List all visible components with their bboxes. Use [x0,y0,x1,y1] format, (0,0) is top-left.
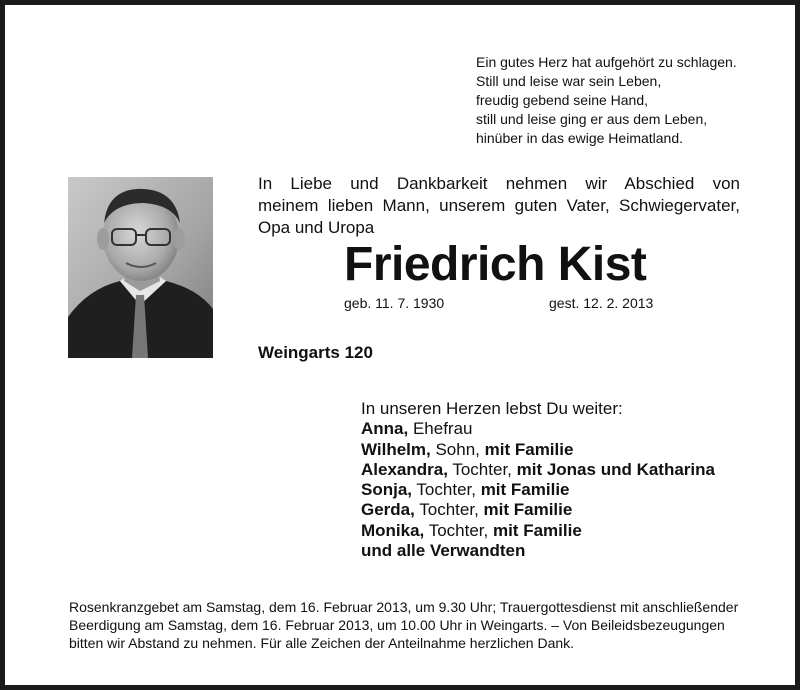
member-extra: mit Familie [488,520,582,540]
member-relation: Tochter, [414,500,479,520]
notice-line: Beerdigung am Samstag, dem 16. Februar 2013, um 10.00 Uhr in Weingarts. – Von Beileidsbezeugungen [69,617,725,633]
member-extra: mit Familie [479,439,574,459]
family-list [361,399,715,561]
deceased-name: Friedrich Kist [344,238,647,291]
poem-line: hinüber in das ewige Heimatland. [476,130,684,146]
member-name: Anna, [361,419,409,439]
portrait-photo [68,177,213,358]
intro-line: Opa und Uropa [258,218,375,237]
poem-line: still und leise ging er aus dem Leben, [476,111,708,127]
family-member [361,521,715,541]
member-relation: Sohn, [430,439,480,459]
notice-line: bitten wir Abstand zu nehmen. Für alle Zeichen der Anteilnahme herzlichen Dank. [69,635,575,651]
member-name: Sonja, [361,480,413,500]
member-name: Alexandra, [361,459,448,479]
service-notice [69,598,744,652]
family-member [361,460,715,480]
farewell-intro [258,173,740,239]
family-member [361,500,715,520]
family-heading: In unseren Herzen lebst Du weiter: [361,399,623,418]
member-name: Monika, [361,520,425,540]
member-extra: mit Familie [475,480,570,500]
birth-date: geb. 11. 7. 1930 [344,295,445,311]
member-extra: mit Jonas und Katharina [511,459,715,479]
member-extra: mit Familie [478,500,573,520]
poem-line: Still und leise war sein Leben, [476,73,662,89]
intro-line: meinem lieben Mann, unserem guten Vater, Schwiegervater, [258,196,740,215]
member-relation: Tochter, [412,480,476,500]
family-member [361,419,715,439]
member-name: Gerda, [361,500,415,520]
intro-line: In Liebe und Dankbarkeit nehmen wir Abschied von [258,174,740,193]
poem-line: Ein gutes Herz hat aufgehört zu schlagen. [476,54,737,70]
member-relation: Tochter, [447,459,512,479]
notice-line: Rosenkranzgebet am Samstag, dem 16. Februar 2013, um 9.30 Uhr; Trauergottesdienst mit anschließender [69,599,739,615]
member-relation: Ehefrau [408,419,473,439]
death-date: gest. 12. 2. 2013 [549,295,654,311]
member-relation: Tochter, [424,520,489,540]
family-member [361,480,715,500]
poem-line: freudig gebend seine Hand, [476,92,649,108]
address: Weingarts 120 [258,343,373,362]
family-member [361,440,715,460]
poem [476,53,737,148]
family-closing: und alle Verwandten [361,541,526,561]
member-name: Wilhelm, [361,439,431,459]
